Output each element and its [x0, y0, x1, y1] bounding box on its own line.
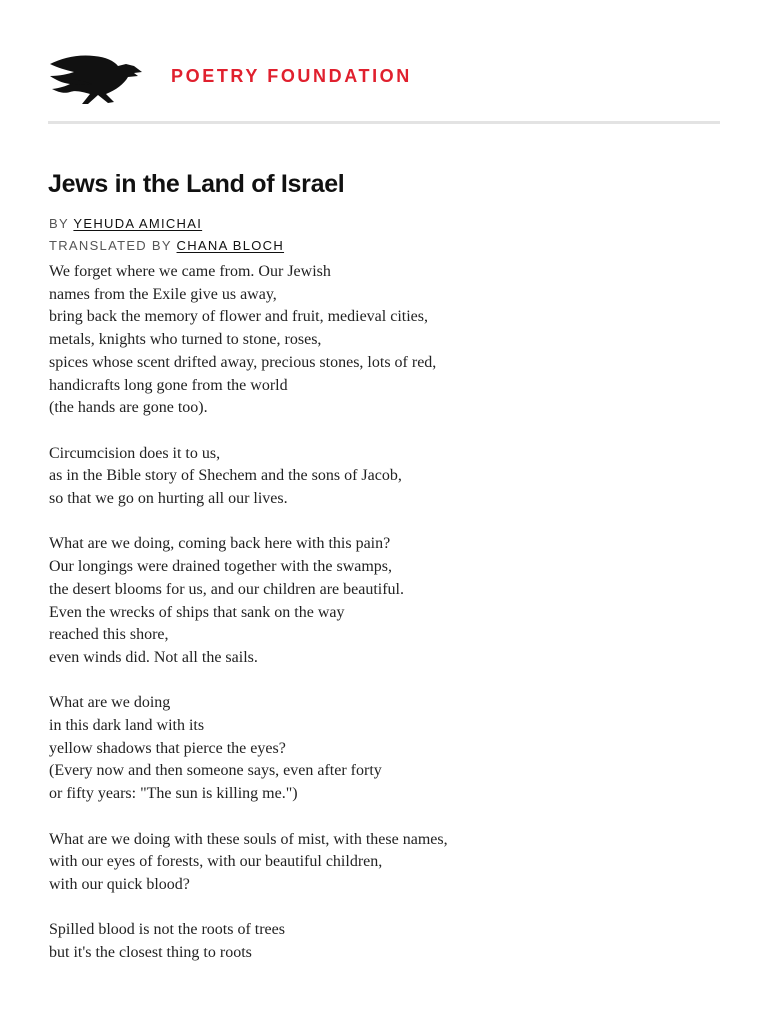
poem-line: Spilled blood is not the roots of trees — [49, 921, 285, 939]
poem-line: even winds did. Not all the sails. — [49, 648, 258, 666]
poem-line: Circumcision does it to us, — [49, 444, 221, 462]
poem-title: Jews in the Land of Israel — [48, 170, 345, 198]
poem-line: What are we doing with these souls of mist, with these names, — [49, 830, 448, 848]
by-label: BY — [49, 216, 69, 231]
poem-line: metals, knights who turned to stone, roses, — [49, 331, 322, 349]
poem-line: so that we go on hurting all our lives. — [49, 490, 288, 508]
stanza — [49, 829, 609, 897]
translator-link[interactable]: CHANA BLOCH — [176, 238, 285, 253]
translated-by-label: TRANSLATED BY — [49, 238, 172, 253]
poem-line: but it's the closest thing to roots — [49, 944, 252, 962]
poem-line: (Every now and then someone says, even after forty — [49, 762, 382, 780]
poem-line: What are we doing — [49, 694, 171, 712]
poem-line: Our longings were drained together with the swamps, — [49, 558, 393, 576]
poem-line: as in the Bible story of Shechem and the sons of Jacob, — [49, 467, 402, 485]
stanza — [49, 919, 609, 964]
poem-line: spices whose scent drifted away, precious stones, lots of red, — [49, 353, 437, 371]
stanza — [49, 533, 609, 669]
poem-body — [49, 261, 609, 987]
poem-line: bring back the memory of flower and fruit, medieval cities, — [49, 308, 428, 326]
author-link[interactable]: YEHUDA AMICHAI — [73, 216, 203, 231]
poem-line: We forget where we came from. Our Jewish — [49, 263, 331, 280]
author-byline — [49, 216, 202, 231]
pegasus-logo-icon[interactable] — [48, 48, 146, 108]
stanza — [49, 443, 609, 511]
poem-line: with our quick blood? — [49, 875, 190, 893]
stanza — [49, 692, 609, 806]
stanza — [49, 261, 609, 420]
poem-line: or fifty years: "The sun is killing me.") — [49, 785, 298, 803]
poem-line: reached this shore, — [49, 626, 169, 644]
brand-name[interactable]: POETRY FOUNDATION — [171, 66, 412, 86]
poem-line: names from the Exile give us away, — [49, 285, 277, 303]
poem-line: yellow shadows that pierce the eyes? — [49, 739, 286, 757]
poem-line: in this dark land with its — [49, 717, 205, 735]
poem-line: What are we doing, coming back here with this pain? — [49, 535, 391, 553]
poem-line: handicrafts long gone from the world — [49, 376, 288, 394]
poem-line: the desert blooms for us, and our children are beautiful. — [49, 580, 404, 598]
site-header — [48, 44, 720, 110]
poem-line: (the hands are gone too). — [49, 399, 208, 417]
header-divider — [48, 121, 720, 124]
poem-line: Even the wrecks of ships that sank on the way — [49, 603, 345, 621]
translator-byline — [49, 238, 284, 253]
poem-line: with our eyes of forests, with our beautiful children, — [49, 853, 383, 871]
